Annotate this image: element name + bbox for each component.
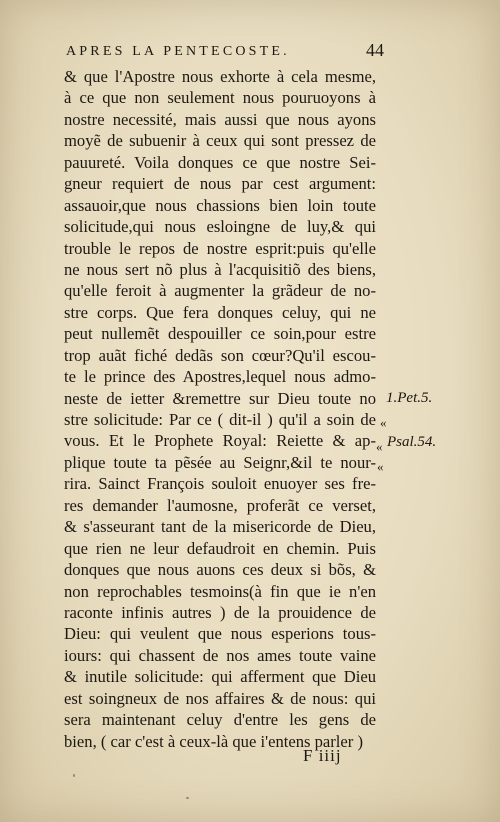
text-line: rira. Sainct François souloit enuoyer ses fre-	[64, 474, 376, 494]
text-line: & que l'Apostre nous exhorte à cela mesme,	[64, 67, 376, 86]
text-line: Dieu: qui veulent que nous esperions tous-	[64, 624, 376, 644]
quote-mark: «	[380, 415, 387, 430]
body-text	[64, 66, 376, 752]
text-line: sera maintenant celuy d'entre les gens de	[64, 710, 376, 730]
text-line: te le prince des Apostres,lequel nous admo-	[64, 367, 376, 387]
margin-note-citation: 1.Pet.5.	[386, 390, 433, 406]
text-line: non reprochables tesmoins(à fin que ie n'en	[64, 581, 376, 601]
text-line: nostre necessité, mais aussi que nous ayons	[64, 109, 376, 129]
text-line: trouble le repos de nostre esprit:puis qu'elle	[64, 238, 376, 258]
text-line: assauoir,que nous chassions bien loin toute	[64, 195, 376, 215]
text-line: plique toute ta pẽsée au Seignr,&il te nour-	[64, 452, 376, 472]
text-line: bien, ( car c'est à ceux-là que i'entens parler )	[64, 731, 363, 751]
ink-speck	[186, 797, 189, 799]
ink-speck	[73, 774, 75, 777]
text-line: vous. Et le Prophete Royal: Reiette & ap-	[64, 431, 376, 451]
running-title: APRES LA PENTECOSTE.	[66, 44, 290, 59]
text-line: trop auãt fiché dedãs son cœur?Qu'il escou-	[64, 345, 376, 365]
text-line: raconte infinis autres ) de la prouidence de	[64, 602, 376, 622]
text-line: est soingneux de nos affaires & de nous: qui	[64, 688, 376, 708]
text-line: neste de ietter &remettre sur Dieu toute no	[64, 388, 376, 408]
running-head	[66, 40, 384, 60]
text-line: moyẽ de subuenir à ceux qui sont pressez de	[64, 131, 376, 151]
text-line: que rien ne leur defaudroit en chemin. Puis	[64, 538, 376, 558]
text-line: solicitude,qui nous esloingne de luy,& qui	[64, 217, 376, 237]
text-line: peut nullemẽt despouiller ce soin,pour estre	[64, 324, 376, 344]
text-line: res demander l'aumosne, proferãt ce verset,	[64, 495, 376, 515]
quote-mark: «	[376, 439, 383, 454]
page-number: 44	[366, 40, 384, 60]
text-line: & s'asseurant tant de la misericorde de Dieu,	[64, 517, 376, 537]
text-line: à ce que non seulement nous pouruoyons à	[64, 88, 376, 108]
text-line: stre solicitude: Par ce ( dit-il ) qu'il a soin de	[64, 410, 376, 429]
text-line: iours: qui chassent de nos ames toute vaine	[64, 645, 376, 665]
text-line: stre corps. Que fera donques celuy, qui ne	[64, 302, 376, 322]
text-line: ne nous sert nõ plus à l'acquisitiõ des biens,	[64, 259, 376, 279]
text-line: qu'elle feroit à augmenter la grãdeur de no-	[64, 281, 376, 301]
text-line: gneur requiert de nous par cest argument:	[64, 174, 376, 194]
text-line: pauureté. Voila donques ce que nostre Sei-	[64, 152, 376, 172]
margin-note-citation: Psal.54.	[387, 434, 437, 450]
signature-mark: F iiij	[303, 746, 342, 765]
quote-mark: «	[377, 459, 384, 474]
text-line: & inutile solicitude: qui afferment que Dieu	[64, 667, 376, 687]
text-line: donques que nous auons ces deux si bõs, &	[64, 560, 376, 580]
